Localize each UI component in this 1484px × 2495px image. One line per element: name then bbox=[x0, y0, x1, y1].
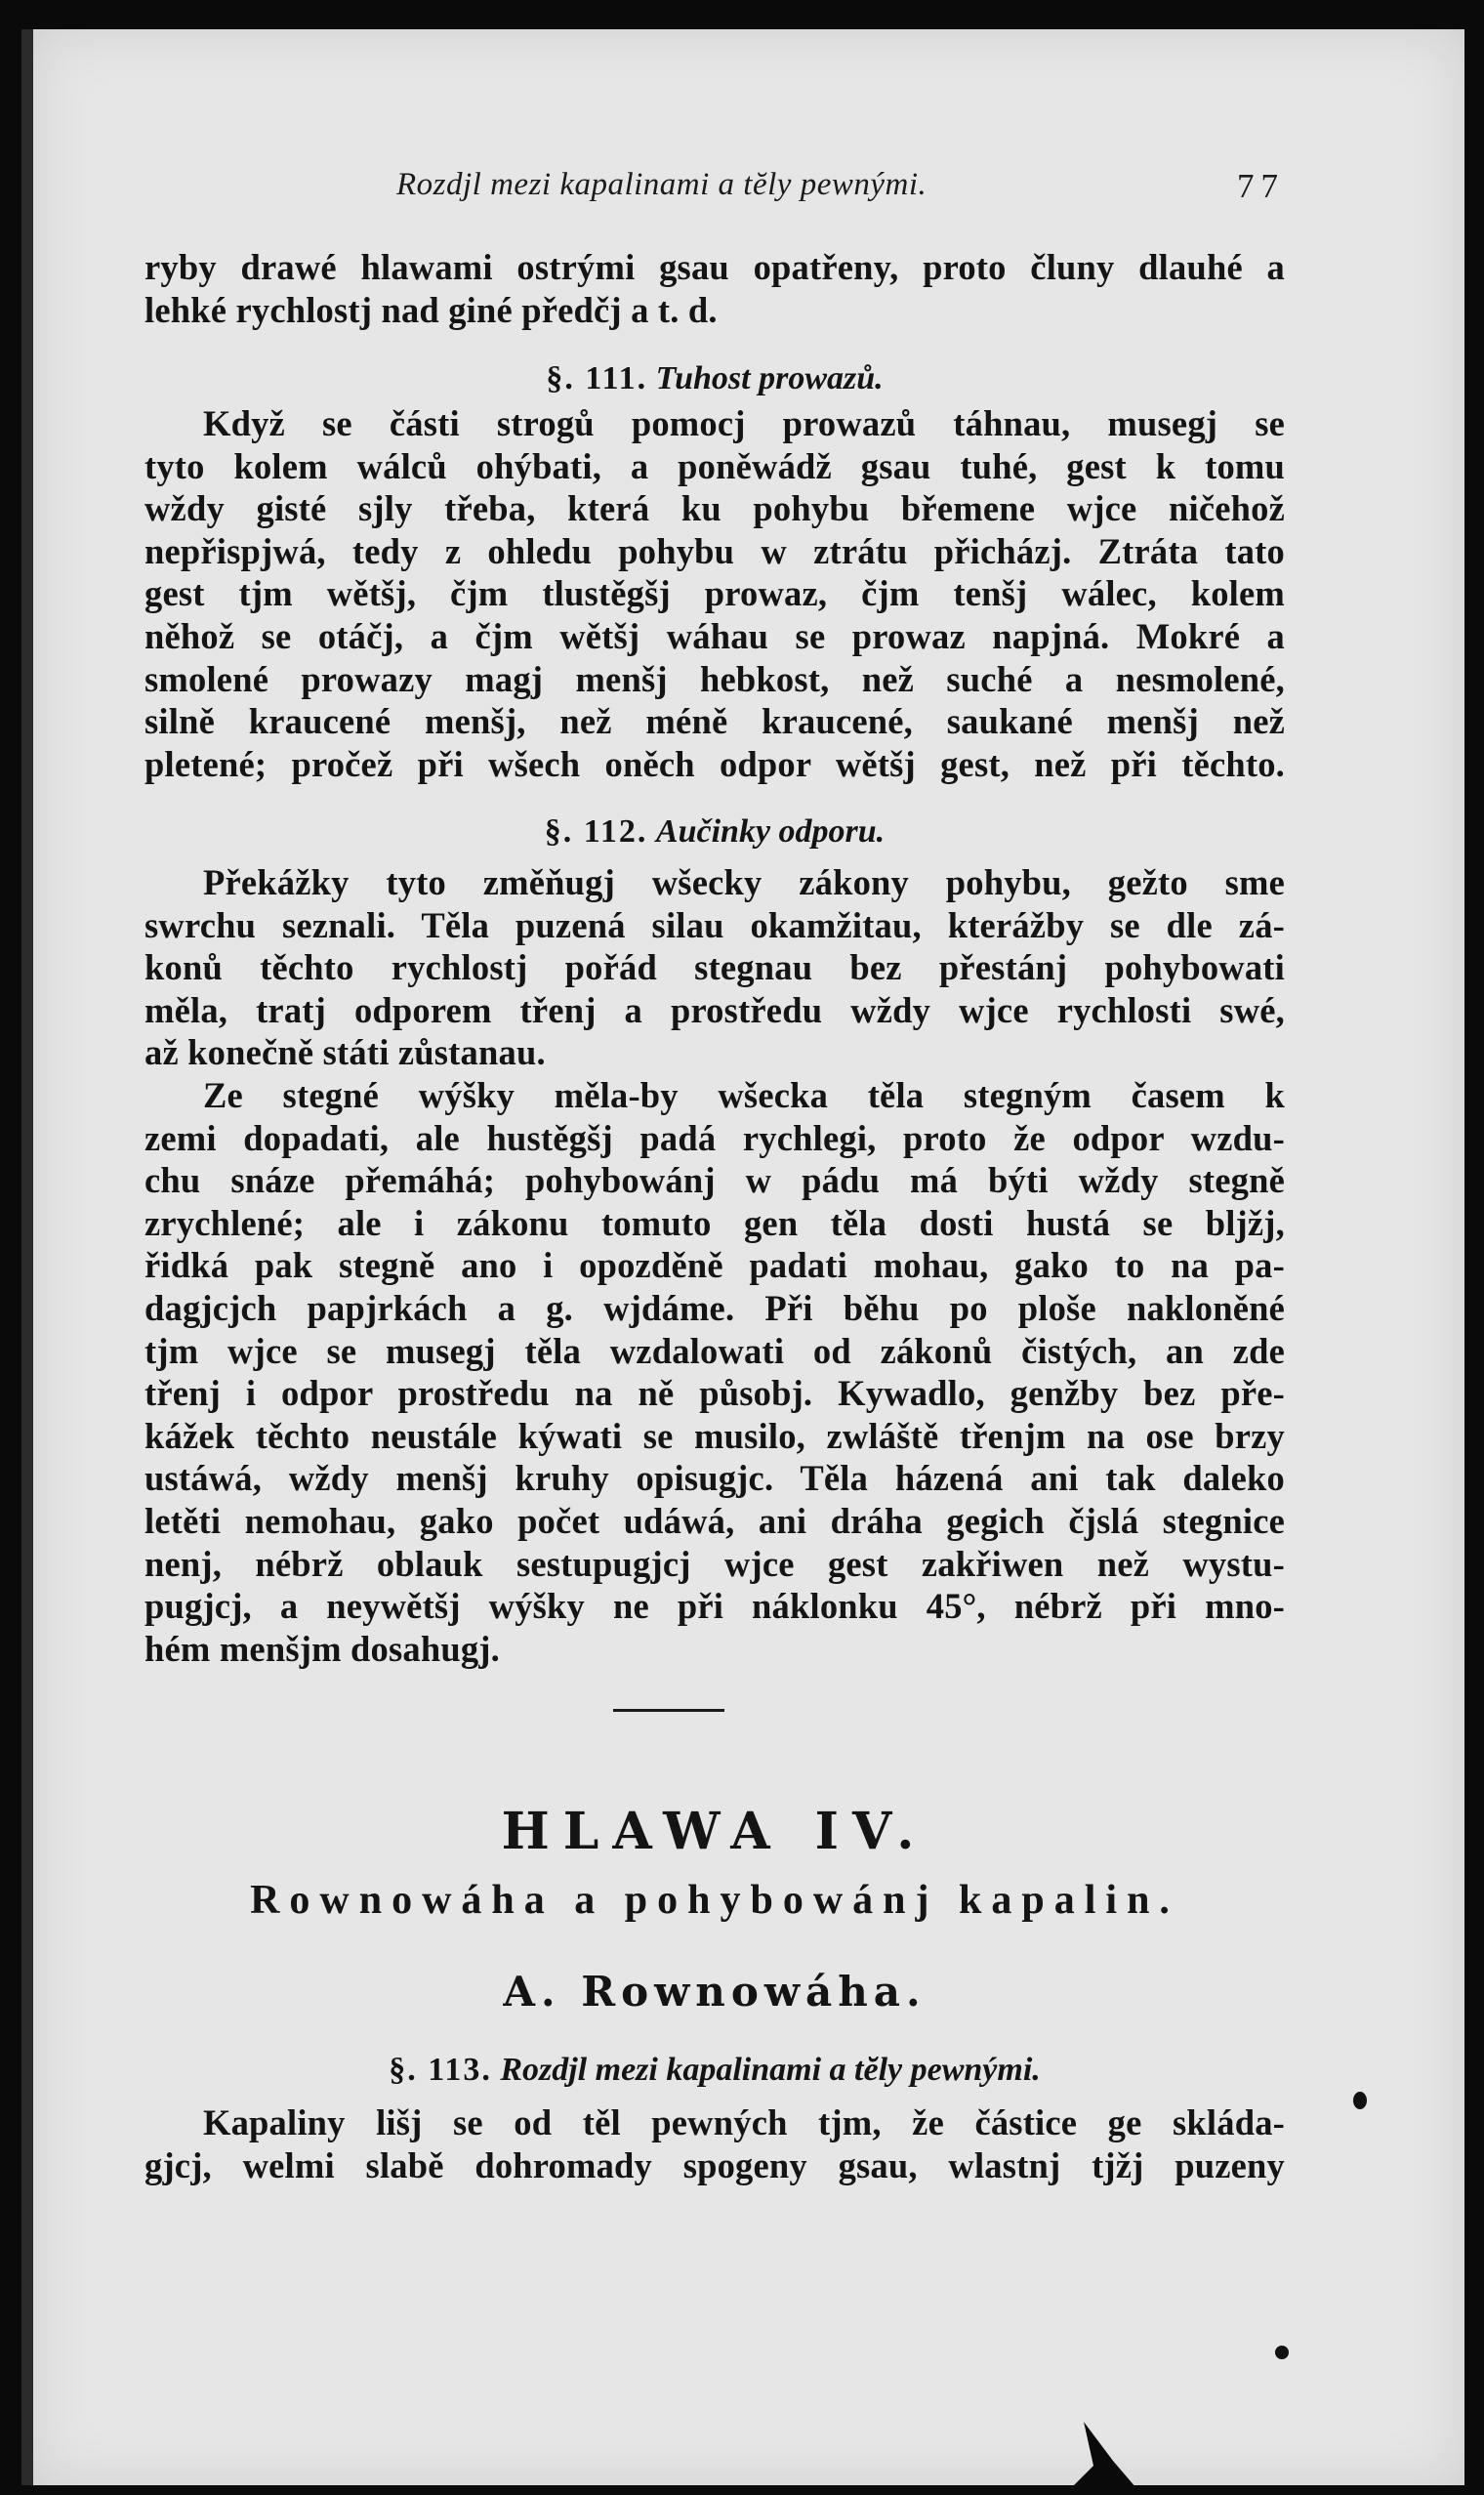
ink-speck bbox=[1275, 2346, 1289, 2359]
text-line: zrychlené; ale i zákonu tomuto gen těla dosti hustá se blјžj, bbox=[144, 1202, 1285, 1243]
text-line: řidká pak stegně ano i opozděně padati mohau, gako to na pa- bbox=[144, 1245, 1285, 1286]
text-line: třenj i odpor prostředu na ně působj. Kywadlo, genžby bez pře- bbox=[144, 1373, 1285, 1414]
text-line: nenj, nébrž oblauk sestupugjcj wjce gest zakřiwen než wystu- bbox=[144, 1543, 1285, 1584]
paragraph bbox=[144, 2101, 1285, 2186]
page-fold-shadow bbox=[1054, 2422, 1172, 2495]
page-header bbox=[144, 161, 1285, 210]
text-line: něhož se otáčj, a čjm wětšj wáhau se prowaz napjná. Mokré a bbox=[144, 615, 1285, 656]
text-line: Ze stegné wýšky měla-by wšecka těla stegným časem k bbox=[203, 1074, 1285, 1115]
text-line: tyto kolem wálců ohýbati, a poněwádž gsau tuhé, gest k tomu bbox=[144, 445, 1285, 486]
text-line: nepřispjwá, tedy z ohledu pohybu w ztrátu přicházj. Ztráta tato bbox=[144, 530, 1285, 571]
section-number: §. 111. bbox=[546, 360, 648, 396]
text-line: ustáwá, wždy menšj kruhy opisugjc. Těla házená ani tak daleko bbox=[144, 1458, 1285, 1499]
text-line: hém menšjm dosahugj. bbox=[144, 1628, 500, 1669]
text-line: gest tjm wětšj, čjm tlustěgšj prowaz, čjm tenšj wálec, kolem bbox=[144, 573, 1285, 614]
chapter-title: HLAWA IV. bbox=[501, 1802, 928, 1861]
text-line: konů těchto rychlostj pořád stegnau bez přestánj pohybowati bbox=[144, 947, 1285, 988]
text-line: tjm wjce se musegj těla wzdalowati od zákonů čistých, an zde bbox=[144, 1330, 1285, 1371]
section-number: §. 113. bbox=[389, 2052, 492, 2088]
text-line: Překážky tyto změňugj wšecky zákony pohybu, gežto sme bbox=[203, 862, 1285, 902]
text-line: Kapaliny lišj se od těl pewných tjm, že částice ge skláda- bbox=[203, 2102, 1285, 2142]
text-line: pletené; pročež při wšech oněch odpor wětšj gest, než při těchto. bbox=[144, 743, 1285, 784]
text-line: ryby drawé hlawami ostrými gsau opatřeny, proto čluny dlauhé a bbox=[144, 247, 1285, 287]
text-line: Když se části strogů pomocj prowazů táhnau, musegj se bbox=[203, 403, 1285, 443]
chapter-subtitle: Rownowáha a pohybowánj kapalin. bbox=[250, 1878, 1179, 1923]
page-number: 77 bbox=[1237, 167, 1285, 205]
text-line: pugjcj, a neywětšj wýšky ne při náklonku 45°, nébrž při mno- bbox=[144, 1586, 1285, 1627]
part-title: A. Rownowáha. bbox=[503, 1968, 927, 2016]
section-heading-113 bbox=[144, 2049, 1285, 2092]
separator-rule bbox=[613, 1709, 724, 1712]
section-title: Tuhost prowazů. bbox=[655, 360, 884, 396]
text-line: silně kraucené menšj, než méně kraucené, saukané menšj než bbox=[144, 701, 1285, 742]
text-line: gjcj, welmi slabě dohromady spogeny gsau, wlastnj tjžj puzeny bbox=[144, 2144, 1285, 2185]
paragraph bbox=[144, 861, 1285, 1074]
section-111-body bbox=[144, 402, 1285, 785]
text-line: až konečně státi zůstanau. bbox=[144, 1032, 546, 1073]
text-line: lehké rychlostj nad giné předčj a t. d. bbox=[144, 289, 718, 330]
section-heading-112 bbox=[144, 811, 1285, 853]
section-heading-111 bbox=[144, 357, 1285, 400]
text-line: swrchu seznali. Těla puzená silau okamžitau, kterážby se dle zá- bbox=[144, 904, 1285, 945]
section-113-body bbox=[144, 2101, 1285, 2186]
text-line: kážek těchto neustále kýwati se musilo, zwláště třenjm na ose brzy bbox=[144, 1415, 1285, 1456]
paragraph-continuation bbox=[144, 246, 1285, 331]
text-line: smolené prowazy magj menšj hebkost, než suché a nesmolené, bbox=[144, 658, 1285, 699]
paragraph bbox=[144, 1074, 1285, 1670]
text-line: zemi dopadati, ale hustěgšj padá rychlegi, proto že odpor wzdu- bbox=[144, 1117, 1285, 1158]
paragraph bbox=[144, 402, 1285, 785]
text-line: chu snáze přemáhá; pohybowánj w pádu má býti wždy stegně bbox=[144, 1160, 1285, 1201]
section-112-body bbox=[144, 861, 1285, 1670]
section-title: Aučinky odporu. bbox=[655, 813, 886, 850]
text-line: měla, tratj odporem třenj a prostředu wždy wjce rychlosti swé, bbox=[144, 989, 1285, 1030]
running-title: Rozdjl mezi kapalinami a tĕly pewnými. bbox=[396, 167, 928, 202]
text-line: letěti nemohau, gako počet udáwá, ani dráha gegich čjslá stegnice bbox=[144, 1500, 1285, 1541]
paragraph bbox=[144, 246, 1285, 331]
section-title: Rozdjl mezi kapalinami a tĕly pewnými. bbox=[500, 2052, 1041, 2088]
section-number: §. 112. bbox=[544, 813, 648, 850]
ink-speck bbox=[1353, 2092, 1367, 2109]
text-line: dagjcjch papjrkách a g. wjdáme. Při běhu po ploše nakloněné bbox=[144, 1287, 1285, 1328]
text-line: wždy gisté sjly třeba, která ku pohybu břemene wjce ničehož bbox=[144, 488, 1285, 529]
